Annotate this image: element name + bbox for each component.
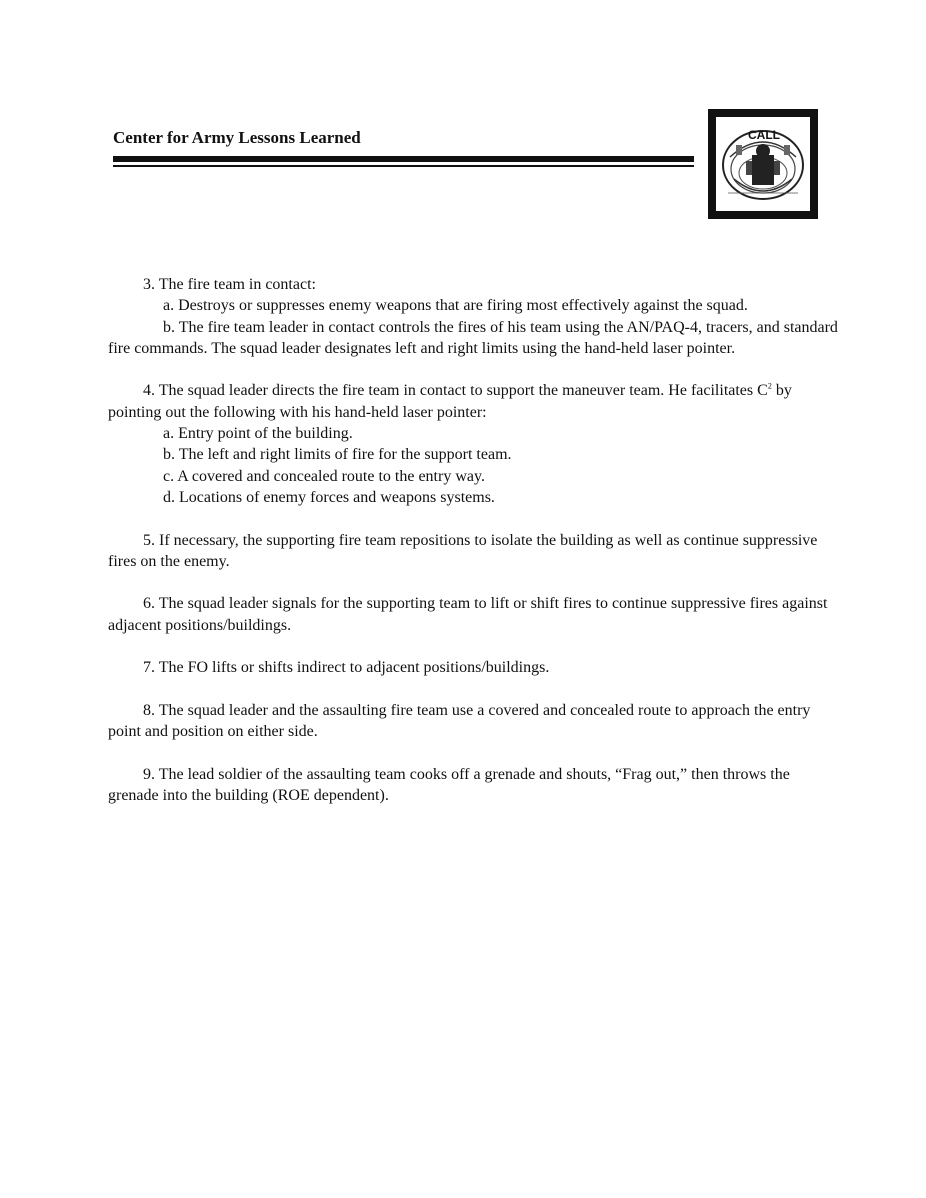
item-9: 9. The lead soldier of the assaulting team cooks off a grenade and shouts, “Frag out,” then throws the grenade into the building (ROE dependent). bbox=[108, 765, 790, 805]
item-3a: a. Destroys or suppresses enemy weapons that are firing most effectively against the squad. bbox=[163, 297, 748, 315]
item-4a: a. Entry point of the building. bbox=[163, 425, 353, 443]
item-3: 3. The fire team in contact: bbox=[143, 276, 316, 293]
item-5: 5. If necessary, the supporting fire team repositions to isolate the building as well as continue suppressive fires on the enemy. bbox=[108, 531, 818, 570]
item-4d: d. Locations of enemy forces and weapons systems. bbox=[163, 488, 495, 506]
item-7: 7. The FO lifts or shifts indirect to adjacent positions/buildings. bbox=[143, 659, 550, 677]
item-4: 4. The squad leader directs the fire team in contact to support the maneuver team. He facilitates $C^2$ by pointing out the following with his hand-held laser pointer: bbox=[108, 382, 792, 421]
item-4c: c. A covered and concealed route to the entry way. bbox=[163, 467, 485, 485]
item-3b: b. The fire team leader in contact controls the fires of his team using the AN/PAQ-4, tracers, and standard fire commands. The squad leader designates left and right limits using the hand-held laser pointer. bbox=[108, 318, 838, 357]
header-title: Center for Army Lessons Learned bbox=[113, 128, 361, 147]
item-8: 8. The squad leader and the assaulting fire team use a covered and concealed route to approach the entry point and position on either side. bbox=[108, 701, 811, 741]
item-4b: b. The left and right limits of fire for the support team. bbox=[163, 446, 512, 464]
header-rule-thin bbox=[113, 165, 694, 167]
item-6: 6. The squad leader signals for the supporting team to lift or shift fires to continue suppressive fires against adjacent positions/buildings. bbox=[108, 595, 828, 634]
logo-text: CALL bbox=[748, 128, 780, 142]
document-body bbox=[108, 274, 840, 806]
header-rule-thick bbox=[113, 156, 694, 162]
call-logo bbox=[708, 109, 818, 219]
